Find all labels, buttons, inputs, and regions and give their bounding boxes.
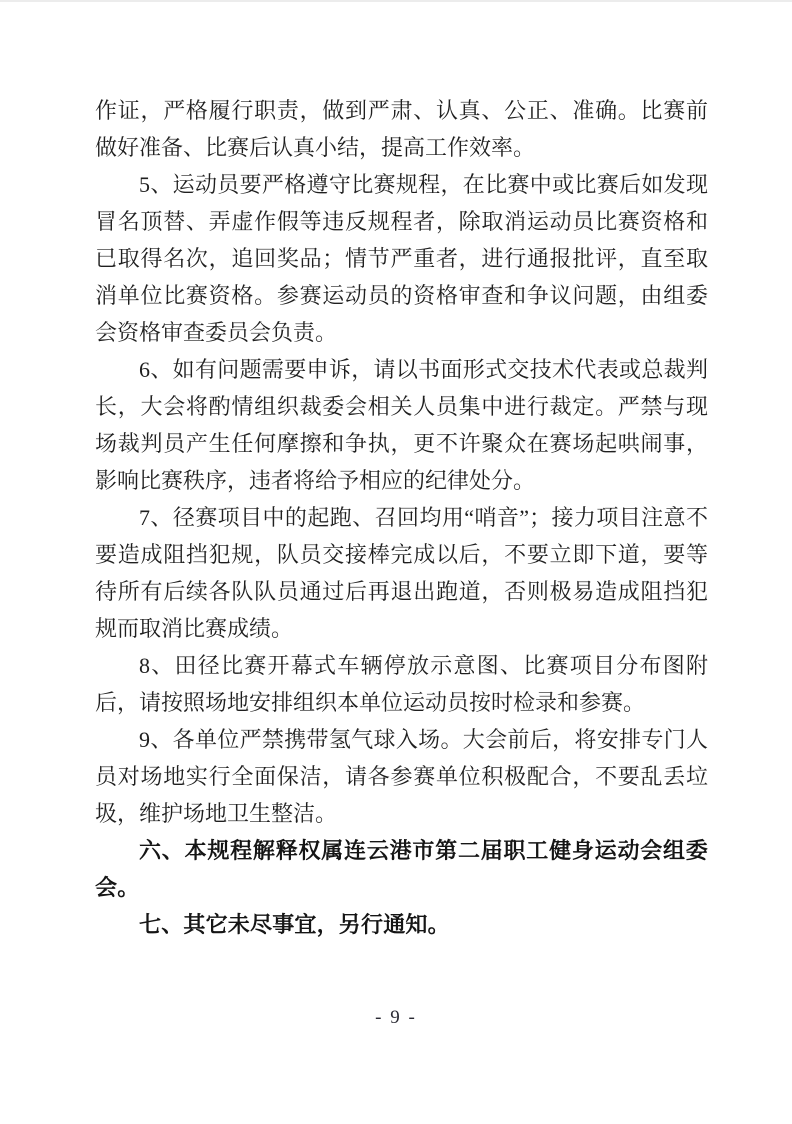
section-heading: 六、本规程解释权属连云港市第二届职工健身运动会组委会。 <box>95 838 708 900</box>
page-number: - 9 - <box>375 1007 417 1028</box>
document-body <box>95 92 708 943</box>
paragraph: 9、各单位严禁携带氢气球入场。大会前后，将安排专门人员对场地实行全面保洁，请各参赛单位积极配合，不要乱丢垃圾，维护场地卫生整洁。 <box>95 727 708 826</box>
paragraph: 6、如有问题需要申诉，请以书面形式交技术代表或总裁判长，大会将酌情组织裁委会相关人员集中进行裁定。严禁与现场裁判员产生任何摩擦和争执，更不许聚众在赛场起哄闹事，影响比赛秩序，违者将给予相应的纪律处分。 <box>95 357 708 493</box>
paragraph: 8、田径比赛开幕式车辆停放示意图、比赛项目分布图附后，请按照场地安排组织本单位运动员按时检录和参赛。 <box>95 653 708 715</box>
section-heading: 七、其它未尽事宜，另行通知。 <box>139 912 450 937</box>
paragraph: 作证，严格履行职责，做到严肃、认真、公正、准确。比赛前做好准备、比赛后认真小结，提高工作效率。 <box>95 98 708 160</box>
paragraph: 7、径赛项目中的起跑、召回均用“哨音”；接力项目注意不要造成阻挡犯规，队员交接棒完成以后，不要立即下道，要等待所有后续各队队员通过后再退出跑道，否则极易造成阻挡犯规而取消比赛成绩。 <box>95 505 708 641</box>
paragraph: 5、运动员要严格遵守比赛规程，在比赛中或比赛后如发现冒名顶替、弄虚作假等违反规程者，除取消运动员比赛资格和已取得名次，追回奖品；情节严重者，进行通报批评，直至取消单位比赛资格。参赛运动员的资格审查和争议问题，由组委会资格审查委员会负责。 <box>95 172 708 345</box>
